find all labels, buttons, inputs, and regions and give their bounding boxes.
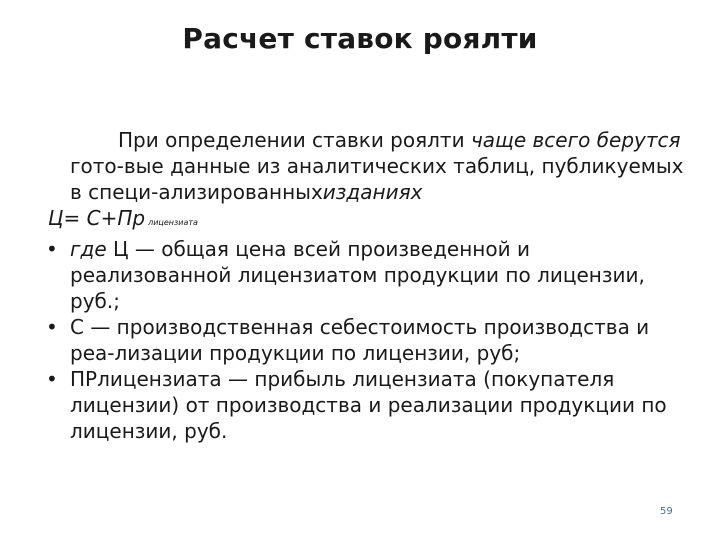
intro-emphasis-2: изданиях (322, 180, 423, 204)
formula-subscript: лицензиата (148, 218, 198, 227)
formula-main: Ц= С+Пр (48, 206, 146, 230)
definition-text: С — производственная себестоимость производства и реа-лизации продукции по лицензии, руб; (70, 315, 650, 365)
definition-lead: где (70, 237, 107, 261)
definition-text: Ц — общая цена всей произведенной и реализованной лицензиатом продукции по лицензии, руб.; (70, 237, 645, 313)
definition-item-profit (44, 366, 684, 444)
page-number: 59 (660, 506, 673, 517)
intro-paragraph (44, 127, 684, 205)
definition-item-price (44, 236, 684, 314)
royalty-formula (44, 205, 684, 236)
intro-text-1: При определении ставки роялти (118, 128, 471, 152)
definitions-list (44, 236, 684, 444)
intro-emphasis-1: чаще всего берутся (470, 128, 681, 152)
slide-title: Расчет ставок роялти (182, 22, 538, 55)
slide-body (44, 127, 684, 444)
definition-text: ПРлицензиата — прибыль лицензиата (покупателя лицензии) от производства и реализации продукции по лицензии, руб. (70, 367, 667, 443)
intro-text-2: гото-вые данные из аналитических таблиц, публикуемых в специ-ализированных (70, 154, 684, 204)
definition-item-cost (44, 314, 684, 366)
